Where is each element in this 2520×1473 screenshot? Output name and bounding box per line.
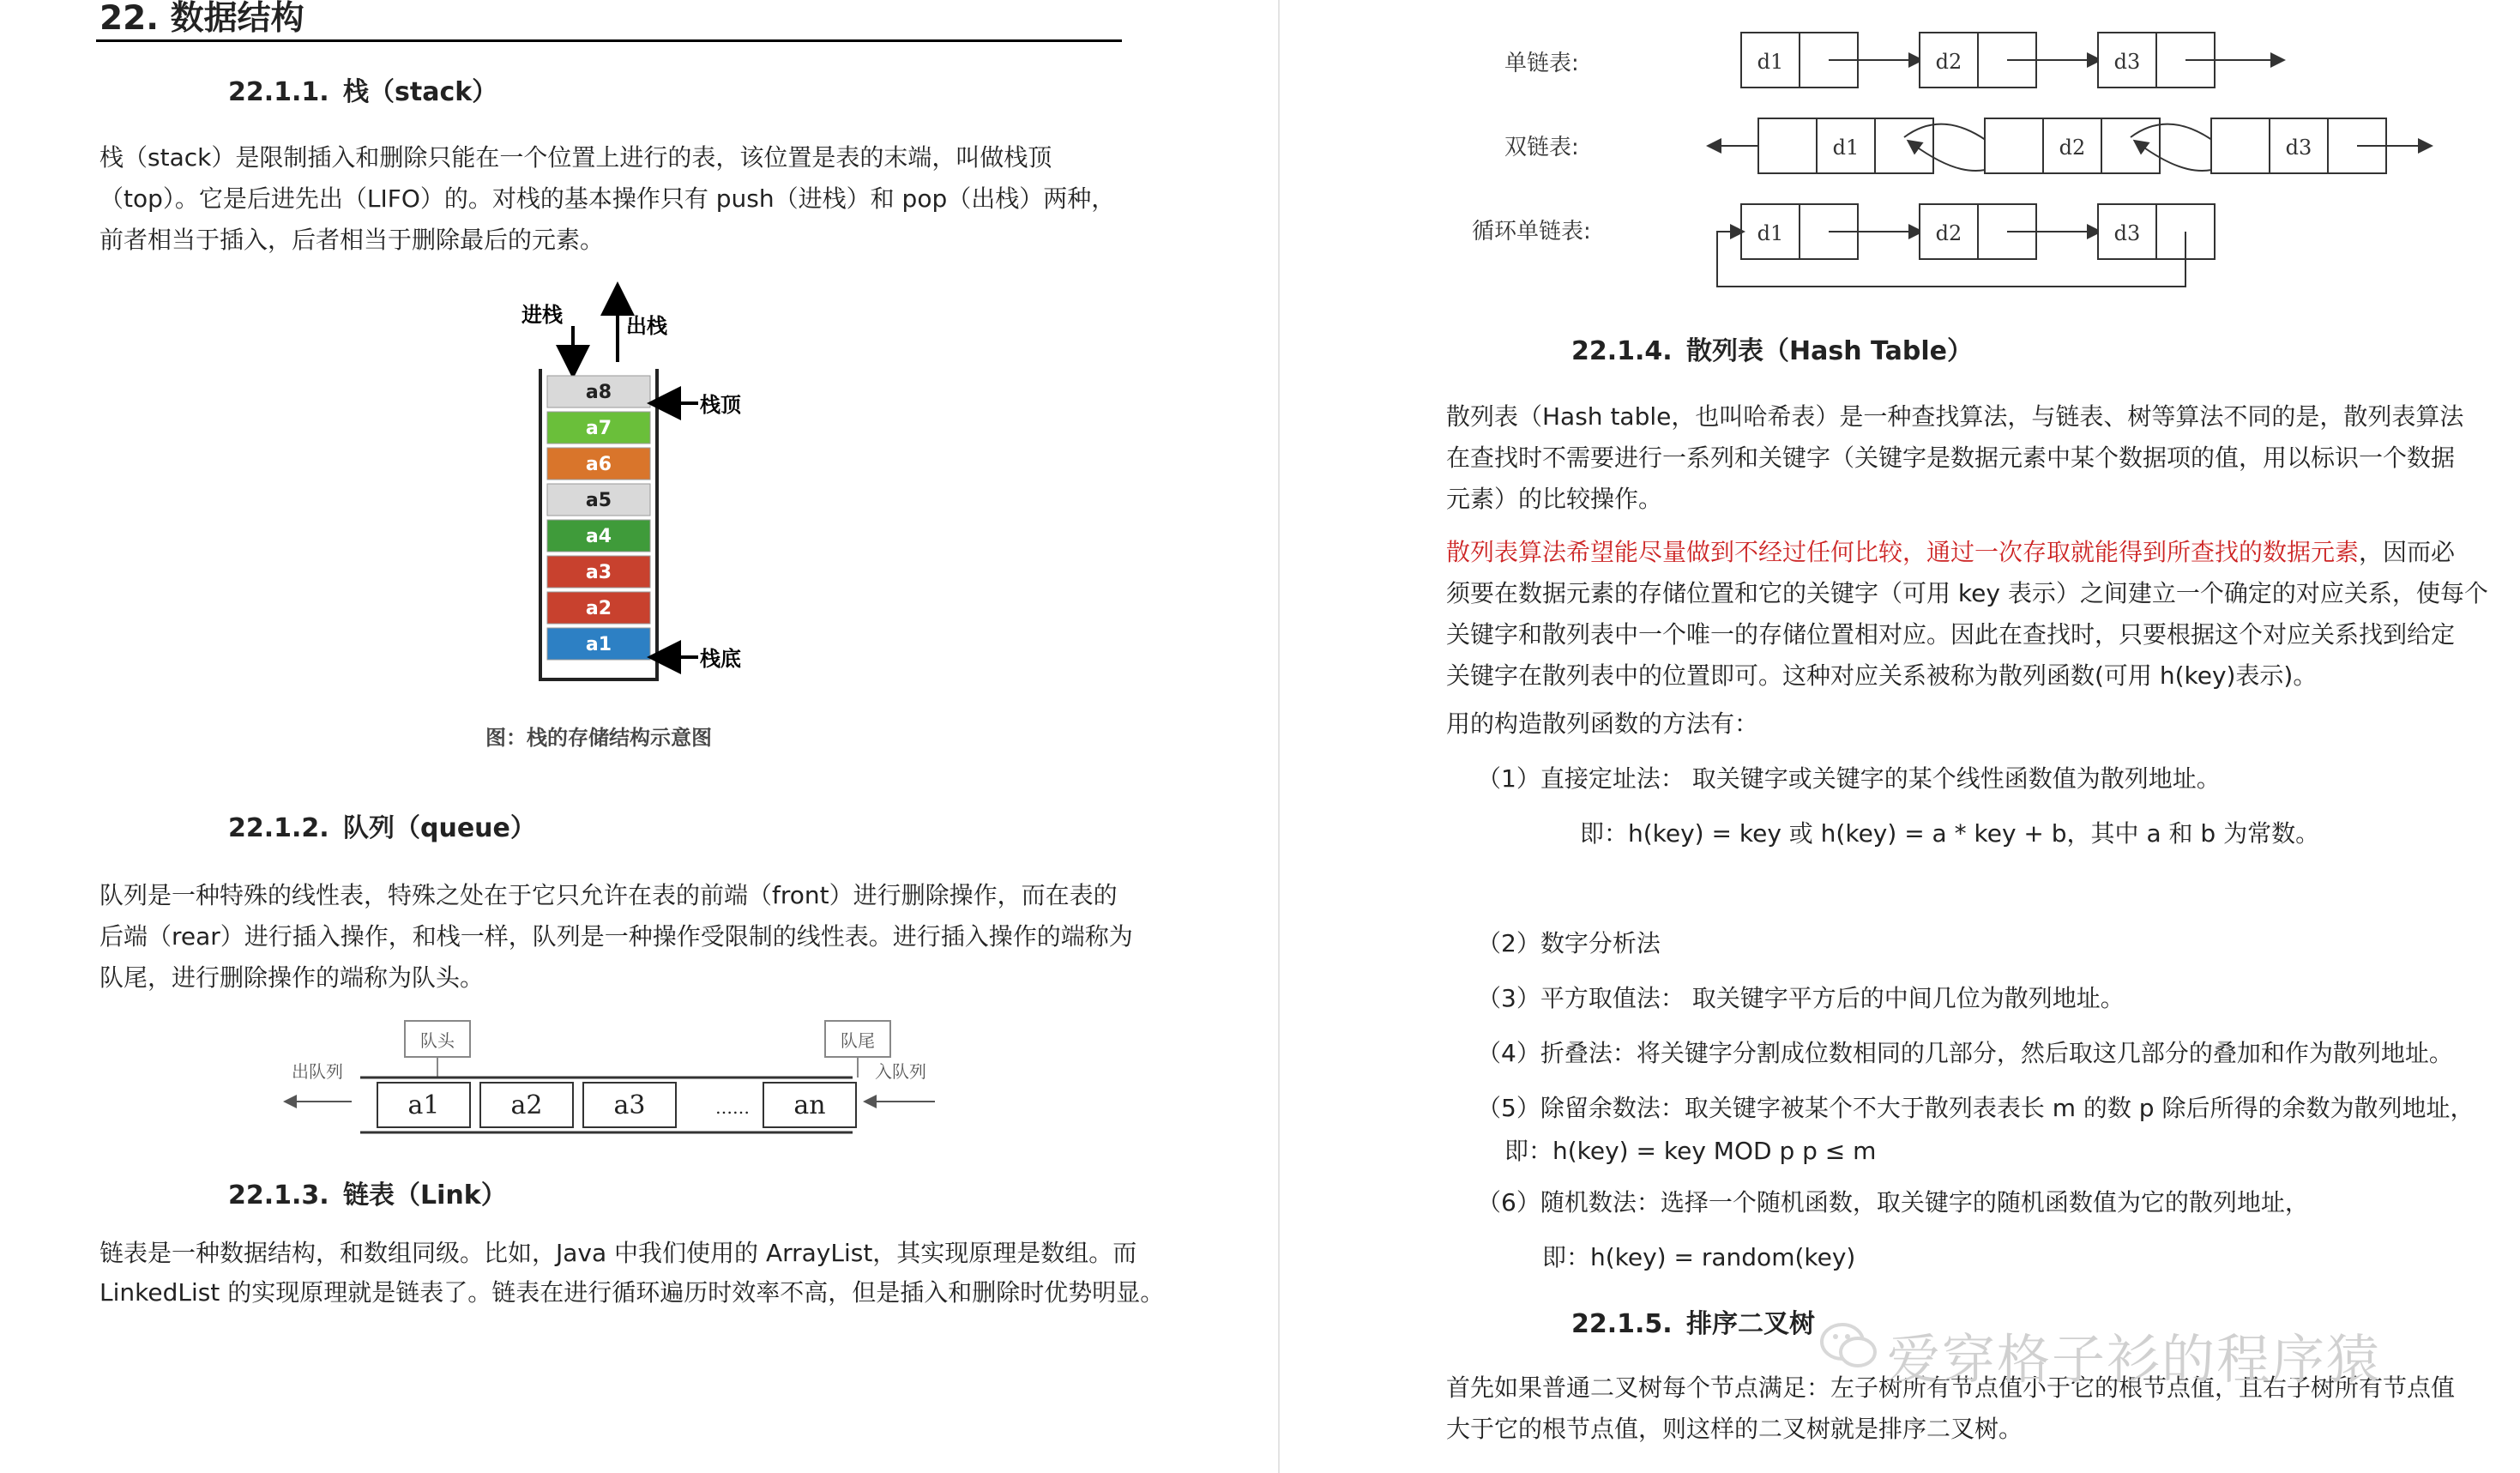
queue-cell-label: a3 [613,1090,646,1120]
double-list-node-label: d3 [2285,136,2312,160]
text-line: 关键字在散列表中的位置即可。这种对应关系被称为散列函数(可用 h(key)表示)。 [1446,661,2318,690]
stack-figure-caption: 图：栈的存储结构示意图 [485,726,712,750]
circular-list-node-label: d1 [1757,221,1784,245]
stack-cell-label: a8 [585,382,612,403]
section-number: 22.1.5. [1571,1309,1673,1339]
text-line: 大于它的根节点值，则这样的二叉树就是排序二叉树。 [1446,1415,2023,1443]
queue-diagram [283,1012,943,1150]
double-list-node-label: d1 [1832,136,1860,160]
text-line: 须要在数据元素的存储位置和它的关键字（可用 key 表示）之间建立一个确定的对应关系，使每个 [1446,579,2488,607]
bottom-label: 栈底 [700,647,741,671]
method-5-formula: 即：h(key) = key MOD p p ≤ m [1504,1137,1877,1165]
method-6-formula: 即：h(key) = random(key) [1542,1243,1856,1271]
text-fragment: ，因而必 [2359,538,2456,566]
linked-list-shapes [1714,33,2426,287]
queue-tail-label: 队尾 [841,1030,875,1051]
section-title: 队列（queue） [343,813,536,843]
top-label: 栈顶 [700,393,741,417]
text-line: 队尾，进行删除操作的端称为队头。 [99,963,485,992]
method-1-formula: 即：h(key) = key 或 h(key) = a * key + b，其中 a 和 b 为常数。 [1580,819,2320,848]
wechat-icon [1818,1319,1878,1373]
text-line: 后端（rear）进行插入操作，和栈一样，队列是一种操作受限制的线性表。进行插入操作的端称为 [99,922,1133,951]
section-number: 22.1.2. [228,813,329,843]
single-list-node-label: d2 [1935,50,1962,74]
section-heading-stack [228,70,497,108]
section-number: 22.1.1. [228,77,329,107]
text-line: 队列是一种特殊的线性表，特殊之处在于它只允许在表的前端（front）进行删除操作，而在表的 [99,881,1118,909]
chapter-title: 22. 数据结构 [99,0,304,38]
stack-cells [547,376,650,660]
method-5: （5）除留余数法：取关键字被某个不大于散列表表长 m 的数 p 除后所得的余数为散列地址， [1477,1094,2475,1122]
stack-cell-label: a5 [585,490,612,511]
linked-list-diagram [1460,22,2312,297]
push-label: 进栈 [521,303,563,327]
single-list-node-label: d3 [2113,50,2141,74]
pop-label: 出栈 [626,314,667,338]
text-line [1446,532,2488,573]
stack-cell-label: a6 [585,454,612,475]
chapter-title-rule [96,39,1122,42]
queue-cell-label: an [793,1090,826,1120]
method-4: （4）折叠法：将关键字分割成位数相同的几部分，然后取这几部分的叠加和作为散列地址。 [1477,1039,2453,1067]
stack-cell-label: a4 [585,526,612,547]
circular-list-node-label: d3 [2113,221,2141,245]
stack-paragraph [99,137,1115,261]
section-title: 栈（stack） [343,77,498,107]
text-line: 栈（stack）是限制插入和删除只能在一个位置上进行的表，该位置是表的末端，叫做栈顶 [99,143,1052,172]
watermark-text: 爱穿格子衫的程序猿 [1887,1328,2382,1391]
text-line: 关键字和散列表中一个唯一的存储位置相对应。因此在查找时，只要根据这个对应关系找到给定 [1446,620,2456,649]
enqueue-label: 入队列 [875,1061,926,1082]
circular-list-node-label: d2 [1935,221,1962,245]
text-line: 散列表（Hash table，也叫哈希表）是一种查找算法，与链表、树等算法不同的是，散列表算法 [1446,402,2464,431]
hash-paragraph-2 [1446,532,2488,697]
text-line: 在查找时不需要进行一系列和关键字（关键字是数据元素中某个数据项的值，用以标识一个数据 [1446,444,2456,472]
text-line: 首先如果普通二叉树每个节点满足：左子树所有节点值小于它的根节点值，且右子树所有节点值 [1446,1373,2456,1402]
hash-paragraph-1 [1446,396,2463,520]
section-title: 散列表（Hash Table） [1686,336,1973,366]
text-line: 前者相当于插入，后者相当于删除最后的元素。 [99,226,605,254]
section-number: 22.1.4. [1571,336,1673,366]
queue-cell-label: …… [715,1097,750,1118]
text-line: LinkedList 的实现原理就是链表了。链表在进行循环遍历时效率不高，但是插入和删除时优势明显。 [99,1278,1165,1307]
section-heading-queue [228,806,536,844]
stack-diagram [480,283,772,686]
link-paragraph [99,1234,1164,1313]
section-number: 22.1.3. [228,1180,329,1210]
queue-cells [377,1083,856,1127]
double-list-node-label: d2 [2059,136,2086,160]
queue-head-label: 队头 [420,1030,455,1051]
method-2: （2）数字分析法 [1477,929,1661,957]
single-list-node-label: d1 [1757,50,1784,74]
text-line: 元素）的比较操作。 [1446,485,1663,513]
section-title: 排序二叉树 [1686,1309,1815,1339]
stack-cell-label: a1 [585,634,612,655]
double-list-label: 双链表: [1504,135,1579,160]
queue-cell-label: a1 [407,1090,440,1120]
highlighted-text: 散列表算法希望能尽量做到不经过任何比较，通过一次存取就能得到所查找的数据元素 [1446,538,2360,566]
method-6: （6）随机数法：选择一个随机函数，取关键字的随机函数值为它的散列地址， [1477,1188,2309,1216]
method-3: （3）平方取值法： 取关键字平方后的中间几位为散列地址。 [1477,984,2125,1012]
section-title: 链表（Link） [343,1180,507,1210]
section-heading-bst [1571,1302,1815,1340]
stack-cell-label: a2 [585,598,612,619]
stack-cell-label: a7 [585,418,612,439]
queue-paragraph [99,875,1133,999]
stack-cell-label: a3 [585,562,612,583]
text-line: （top）。它是后进先出（LIFO）的。对栈的基本操作只有 push（进栈）和 pop（出栈）两种， [99,184,1116,213]
methods-intro: 用的构造散列函数的方法有： [1446,709,1759,738]
dequeue-label: 出队列 [292,1061,343,1082]
single-list-label: 单链表: [1504,51,1579,76]
queue-cell-label: a2 [510,1090,543,1120]
right-page [1280,0,2520,1473]
section-heading-link [228,1174,507,1211]
text-line: 链表是一种数据结构，和数组同级。比如，Java 中我们使用的 ArrayList，其实现原理是数组。而 [99,1239,1137,1267]
section-heading-hash [1571,329,1973,367]
method-1: （1）直接定址法： 取关键字或关键字的某个线性函数值为散列地址。 [1477,764,2221,793]
circular-list-label: 循环单链表: [1472,219,1591,244]
